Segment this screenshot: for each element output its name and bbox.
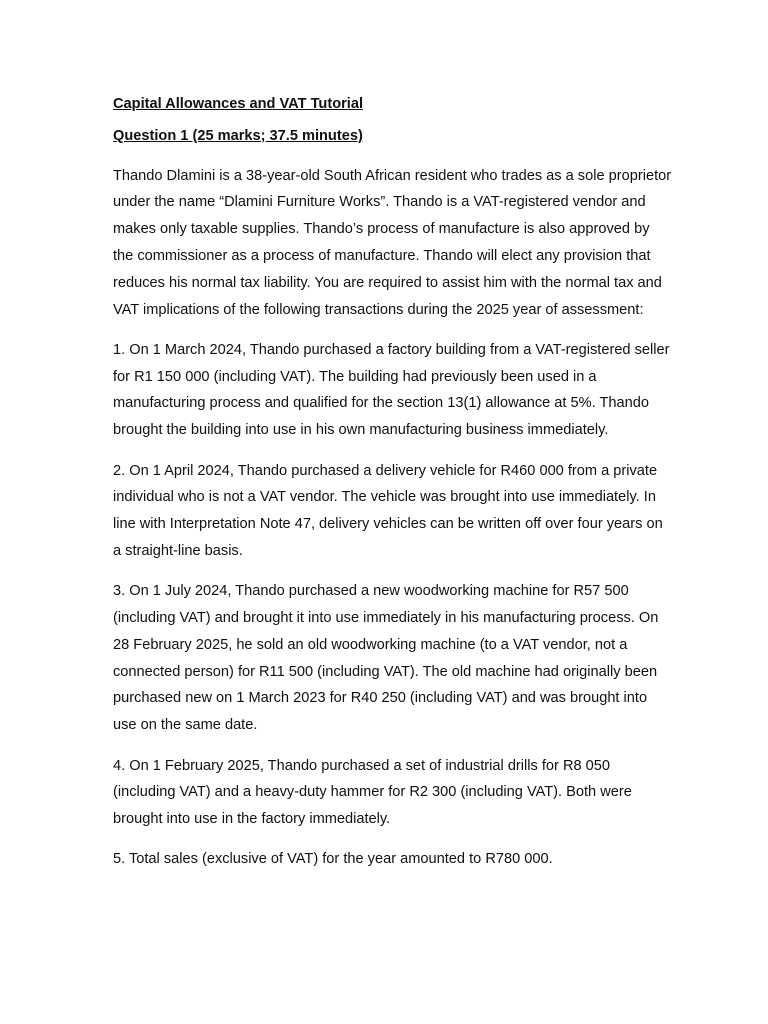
- intro-paragraph: Thando Dlamini is a 38-year-old South African resident who trades as a sole proprietor under the name “Dlamini Furniture Works”. Thando is a VAT-registered vendor and makes only taxable supplies. Thando’s process of manufacture is also approved by the commissioner as a process of manufacture. Thando will elect any provision that reduces his normal tax liability. You are required to assist him with the normal tax and VAT implications of the following transactions during the 2025 year of assessment:: [113, 167, 672, 318]
- transaction-item-2: 2. On 1 April 2024, Thando purchased a delivery vehicle for R460 000 from a private individual who is not a VAT vendor. The vehicle was brought into use immediately. In line with Interpretation Note 47, delivery vehicles can be written off over four years on a straight-line basis.: [113, 462, 663, 559]
- question-heading: Question 1 (25 marks; 37.5 minutes): [113, 127, 363, 144]
- transaction-item-3: 3. On 1 July 2024, Thando purchased a new woodworking machine for R57 500 (including VAT) and brought it into use immediately in his manufacturing process. On 28 February 2025, he sold an old woodworking machine (to a VAT vendor, not a connected person) for R11 500 (including VAT). The old machine had originally been purchased new on 1 March 2023 for R40 250 (including VAT) and was brought into use on the same date.: [113, 583, 659, 734]
- transaction-item-5: 5. Total sales (exclusive of VAT) for the year amounted to R780 000.: [113, 851, 553, 868]
- transaction-item-1: 1. On 1 March 2024, Thando purchased a factory building from a VAT-registered seller for R1 150 000 (including VAT). The building had previously been used in a manufacturing process and qualified for the section 13(1) allowance at 5%. Thando brought the building into use in his own manufacturing business immediately.: [113, 341, 670, 439]
- document-title: Capital Allowances and VAT Tutorial: [113, 96, 364, 112]
- transaction-item-4: 4. On 1 February 2025, Thando purchased a set of industrial drills for R8 050 (including VAT) and a heavy-duty hammer for R2 300 (including VAT). Both were brought into use in the factory immediately.: [113, 757, 632, 828]
- document-page: [113, 91, 673, 873]
